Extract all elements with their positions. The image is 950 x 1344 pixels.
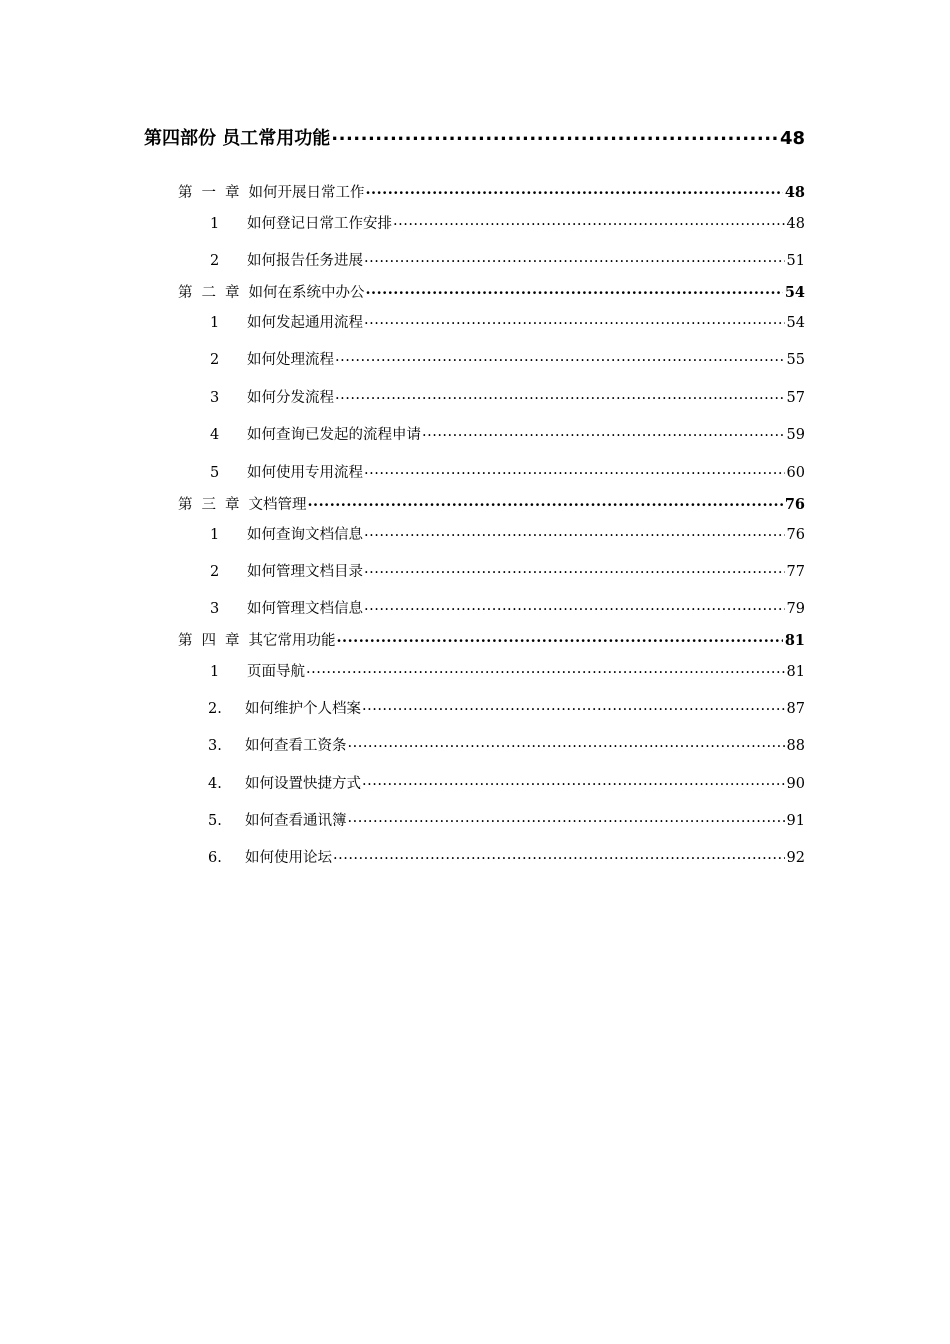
- dot-leader: [335, 388, 785, 403]
- section-page-number: 55: [786, 352, 805, 368]
- part-page-number: 48: [779, 128, 805, 149]
- section-page-number: 54: [786, 315, 805, 331]
- dot-leader: [366, 183, 783, 198]
- section-page-number: 57: [786, 390, 805, 406]
- section-page-number: 51: [786, 253, 805, 269]
- toc-section-entry[interactable]: [208, 809, 805, 830]
- part-title: 第四部份 员工常用功能: [144, 128, 331, 149]
- toc-section-entry[interactable]: [208, 348, 805, 369]
- section-number: 1: [210, 664, 220, 680]
- section-page-number: 88: [786, 738, 805, 754]
- section-page-number: 76: [786, 527, 805, 543]
- section-number: 4.: [208, 776, 222, 792]
- toc-section-entry[interactable]: [208, 734, 805, 755]
- section-page-number: 79: [786, 601, 805, 617]
- dot-leader: [364, 251, 785, 266]
- toc-section-entry[interactable]: [208, 423, 805, 444]
- chapter-prefix: 第 四 章: [178, 633, 240, 649]
- section-title: 如何分发流程: [247, 390, 334, 406]
- toc-section-entry[interactable]: [208, 311, 805, 332]
- section-number: 2: [210, 564, 220, 580]
- chapter-page-number: 76: [784, 496, 805, 513]
- toc-section-entry[interactable]: [208, 249, 805, 270]
- section-number: 4: [210, 427, 220, 443]
- chapter-prefix: 第 一 章: [178, 185, 240, 201]
- dot-leader: [366, 283, 783, 298]
- dot-leader: [362, 774, 785, 789]
- dot-leader: [422, 425, 785, 440]
- section-title: 如何报告任务进展: [247, 253, 363, 269]
- chapter-prefix: 第 三 章: [178, 497, 240, 513]
- section-title: 如何处理流程: [247, 352, 334, 368]
- section-number: 5: [210, 465, 220, 481]
- section-page-number: 91: [786, 813, 805, 829]
- section-title: 如何使用专用流程: [247, 465, 363, 481]
- section-page-number: 87: [786, 701, 805, 717]
- section-number: 2: [210, 352, 220, 368]
- dot-leader: [393, 214, 785, 229]
- chapter-title: 如何开展日常工作: [248, 185, 365, 201]
- toc-section-entry[interactable]: [208, 386, 805, 407]
- toc-part-entry[interactable]: [144, 124, 805, 150]
- dot-leader: [337, 631, 783, 646]
- section-page-number: 48: [786, 216, 805, 232]
- toc-chapter-entry[interactable]: [178, 629, 805, 650]
- toc-section-entry[interactable]: [208, 560, 805, 581]
- chapter-page-number: 54: [784, 284, 805, 301]
- toc-chapter-entry[interactable]: [178, 181, 805, 202]
- toc-section-entry[interactable]: [208, 212, 805, 233]
- dot-leader: [364, 599, 785, 614]
- section-number: 1: [210, 216, 220, 232]
- section-number: 6.: [208, 850, 222, 866]
- section-title: 如何查看通讯簿: [245, 813, 347, 829]
- chapter-title: 其它常用功能: [248, 633, 336, 649]
- chapter-title: 如何在系统中办公: [248, 285, 365, 301]
- toc-chapter-entry[interactable]: [178, 281, 805, 302]
- toc-section-entry[interactable]: [208, 772, 805, 793]
- section-title: 如何查看工资条: [245, 738, 347, 754]
- dot-leader: [364, 525, 785, 540]
- dot-leader: [364, 313, 785, 328]
- section-title: 页面导航: [247, 664, 305, 680]
- toc-chapter-entry[interactable]: [178, 493, 805, 514]
- section-number: 1: [210, 315, 220, 331]
- dot-leader: [335, 350, 785, 365]
- dot-leader: [308, 495, 783, 510]
- dot-leader: [306, 662, 785, 677]
- section-number: 2.: [208, 701, 222, 717]
- section-page-number: 90: [786, 776, 805, 792]
- section-page-number: 59: [786, 427, 805, 443]
- section-number: 3.: [208, 738, 222, 754]
- dot-leader: [364, 562, 785, 577]
- section-title: 如何发起通用流程: [247, 315, 363, 331]
- section-title: 如何查询已发起的流程申请: [247, 427, 421, 443]
- section-page-number: 60: [786, 465, 805, 481]
- toc-section-entry[interactable]: [208, 523, 805, 544]
- chapter-title: 文档管理: [248, 497, 307, 513]
- section-number: 3: [210, 390, 220, 406]
- chapter-prefix: 第 二 章: [178, 285, 240, 301]
- section-page-number: 81: [786, 664, 805, 680]
- section-number: 1: [210, 527, 220, 543]
- section-title: 如何维护个人档案: [245, 701, 361, 717]
- section-title: 如何设置快捷方式: [245, 776, 361, 792]
- dot-leader: [364, 463, 785, 478]
- section-title: 如何管理文档目录: [247, 564, 363, 580]
- toc-section-entry[interactable]: [208, 461, 805, 482]
- dot-leader: [348, 736, 785, 751]
- section-number: 3: [210, 601, 220, 617]
- section-number: 2: [210, 253, 220, 269]
- dot-leader: [348, 811, 785, 826]
- toc-section-entry[interactable]: [208, 697, 805, 718]
- section-title: 如何管理文档信息: [247, 601, 363, 617]
- chapter-page-number: 81: [784, 632, 805, 649]
- section-title: 如何登记日常工作安排: [247, 216, 392, 232]
- dot-leader: [331, 126, 778, 144]
- section-title: 如何使用论坛: [245, 850, 332, 866]
- toc-section-entry[interactable]: [208, 660, 805, 681]
- dot-leader: [362, 699, 785, 714]
- section-page-number: 92: [786, 850, 805, 866]
- section-page-number: 77: [786, 564, 805, 580]
- chapter-page-number: 48: [784, 184, 805, 201]
- section-title: 如何查询文档信息: [247, 527, 363, 543]
- dot-leader: [333, 848, 785, 863]
- toc-section-entry[interactable]: [208, 597, 805, 618]
- toc-section-entry[interactable]: [208, 846, 805, 867]
- section-number: 5.: [208, 813, 222, 829]
